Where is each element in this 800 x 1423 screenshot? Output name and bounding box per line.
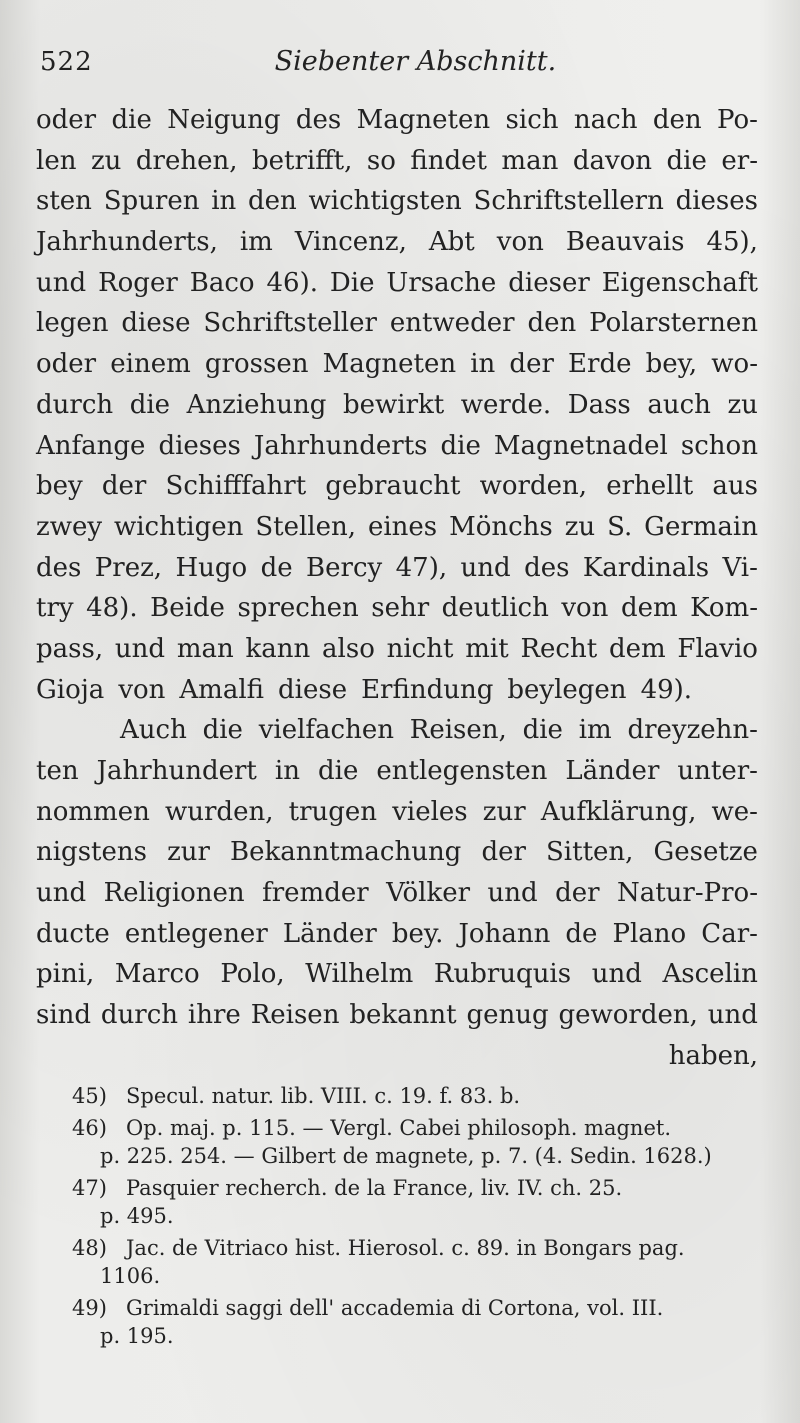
paragraph-end-line: Gioja von Amalfi diese Erfindung beylegen 49). xyxy=(36,674,693,705)
footnote-continuation: 1106. xyxy=(100,1264,161,1288)
footnote-45 xyxy=(72,1082,758,1110)
footnote-46 xyxy=(72,1114,758,1170)
text-line: nommen wurden, trugen vieles zur Aufklärung, we- xyxy=(36,796,758,827)
footnote-number: 45) xyxy=(72,1084,107,1108)
text-line: len zu drehen, betrifft, so findet man davon die er- xyxy=(36,145,758,176)
text-line: pini, Marco Polo, Wilhelm Rubruquis und Ascelin xyxy=(36,959,758,990)
text-line: des Prez, Hugo de Bercy 47), und des Kardinals Vi- xyxy=(36,552,758,583)
catchword: haben, xyxy=(668,1040,758,1071)
text-line: oder die Neigung des Magneten sich nach den Po- xyxy=(36,105,758,135)
footnote-text: Specul. natur. lib. VIII. c. 19. f. 83. b. xyxy=(126,1084,521,1108)
text-line: und Roger Baco 46). Die Ursache dieser Eigenschaft xyxy=(36,267,758,298)
footnote-continuation: p. 225. 254. — Gilbert de magnete, p. 7. (4. Sedin. 1628.) xyxy=(100,1144,712,1168)
footnote-continuation: p. 195. xyxy=(100,1324,174,1348)
footnote-continuation: p. 495. xyxy=(100,1204,174,1228)
text-line: Jahrhunderts, im Vincenz, Abt von Beauvais 45), xyxy=(36,227,758,258)
body-text xyxy=(36,100,758,1077)
text-line: durch die Anziehung bewirkt werde. Dass auch zu xyxy=(36,389,758,420)
paragraph-start-line: Auch die vielfachen Reisen, die im dreyzehn- xyxy=(120,715,758,746)
footnote-text: Op. maj. p. 115. — Vergl. Cabei philosoph. magnet. xyxy=(126,1116,671,1140)
footnote-text: Grimaldi saggi dell' accademia di Cortona, vol. III. xyxy=(126,1296,664,1320)
footnote-number: 47) xyxy=(72,1176,107,1200)
footnote-text: Jac. de Vitriaco hist. Hierosol. c. 89. in Bongars pag. xyxy=(126,1236,685,1260)
footnote-49 xyxy=(72,1294,758,1350)
footnotes xyxy=(72,1082,758,1354)
text-line: zwey wichtigen Stellen, eines Mönchs zu S. Germain xyxy=(36,511,758,542)
footnote-48 xyxy=(72,1234,758,1290)
text-line: bey der Schifffahrt gebraucht worden, erhellt aus xyxy=(36,471,758,502)
text-line: legen diese Schriftsteller entweder den Polarsternen xyxy=(36,308,758,339)
page-number: 522 xyxy=(40,47,93,77)
text-line: sten Spuren in den wichtigsten Schriftstellern dieses xyxy=(36,186,758,217)
footnote-number: 48) xyxy=(72,1236,107,1260)
footnote-text: Pasquier recherch. de la France, liv. IV. ch. 25. xyxy=(126,1176,623,1200)
footnote-number: 49) xyxy=(72,1296,107,1320)
text-line: und Religionen fremder Völker und der Natur-Pro- xyxy=(36,878,758,909)
running-head: Siebenter Abschnitt. xyxy=(274,46,557,77)
text-line: ducte entlegener Länder bey. Johann de Plano Car- xyxy=(36,918,758,949)
text-line: nigstens zur Bekanntmachung der Sitten, Gesetze xyxy=(36,837,758,868)
text-line: sind durch ihre Reisen bekannt genug geworden, und xyxy=(36,1000,758,1031)
text-line: oder einem grossen Magneten in der Erde bey, wo- xyxy=(36,349,758,380)
page-header xyxy=(40,46,760,80)
footnote-number: 46) xyxy=(72,1116,107,1140)
text-line: ten Jahrhundert in die entlegensten Länder unter- xyxy=(36,756,758,786)
text-line: try 48). Beide sprechen sehr deutlich von dem Kom- xyxy=(36,593,758,624)
text-line: pass, und man kann also nicht mit Recht dem Flavio xyxy=(36,633,758,664)
footnote-47 xyxy=(72,1174,758,1230)
text-line: Anfange dieses Jahrhunderts die Magnetnadel schon xyxy=(36,430,758,461)
